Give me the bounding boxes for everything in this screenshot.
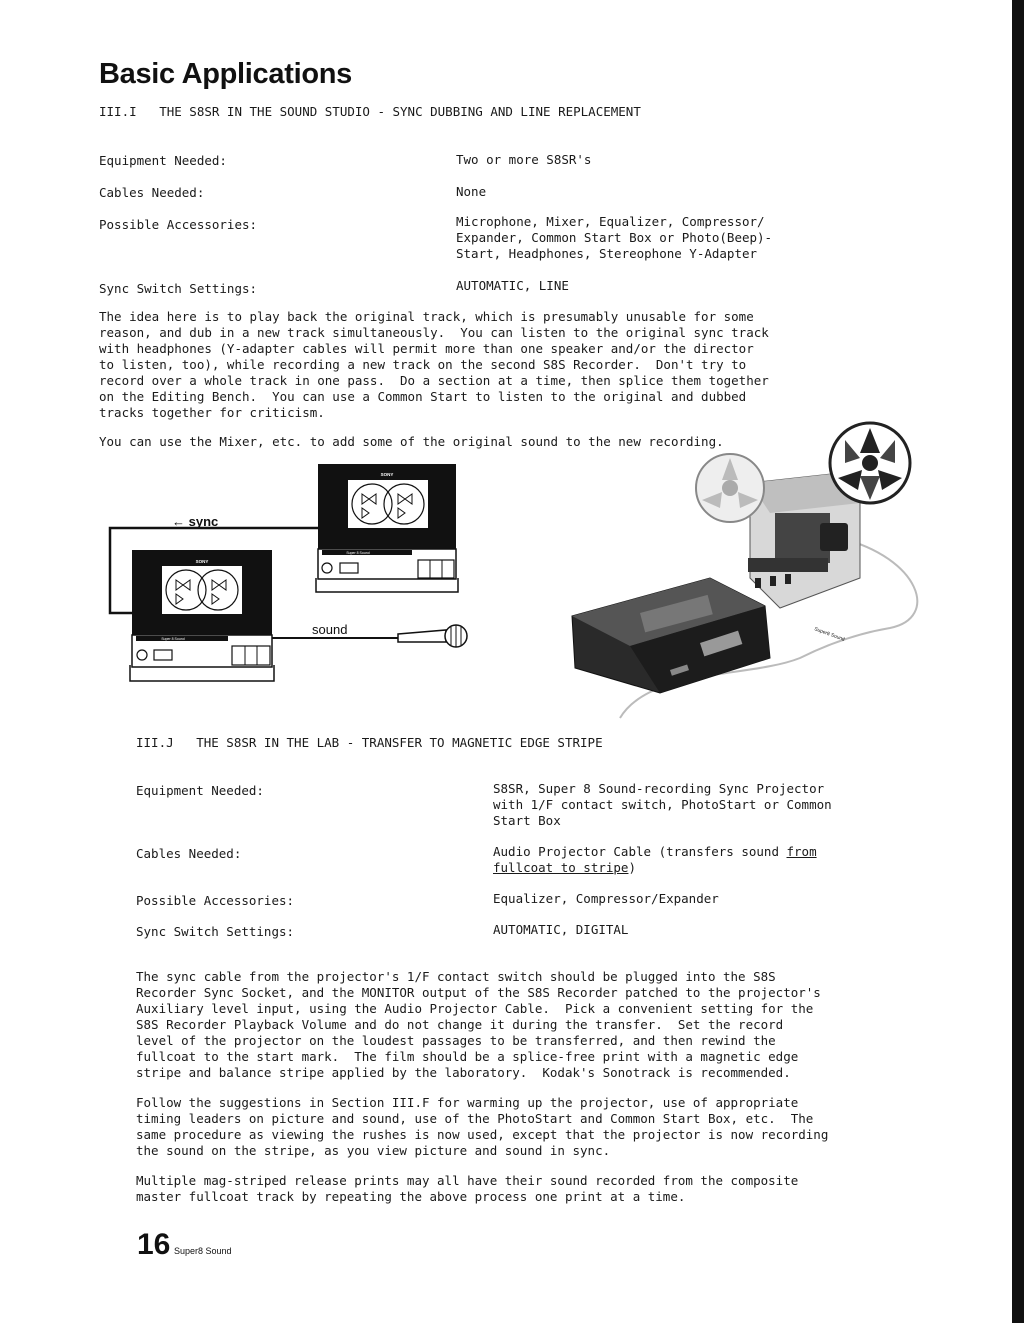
section-j-paragraph-2: Follow the suggestions in Section III.F for warming up the projector, use of appropriate timing leaders on picture and sound, use of the PhotoStart and Common Start Box, etc. The same procedure as viewing the rushes is now used, except that the projector is now recording the sound on the stripe, as you view picture and sound in sync. [136, 1095, 829, 1158]
sync-settings-label: Sync Switch Settings: [99, 281, 258, 296]
lab-equipment-label: Equipment Needed: [136, 783, 264, 798]
cables-value: None [456, 184, 487, 199]
lab-cables-underline-from: from [786, 844, 817, 859]
sync-label: ← sync [172, 514, 219, 529]
lab-sync-settings-value: AUTOMATIC, DIGITAL [493, 922, 629, 937]
lab-cables-value-text: Audio Projector Cable (transfers sound [493, 844, 787, 859]
film-reel-right-icon [830, 423, 910, 503]
section-j-paragraph-3: Multiple mag-striped release prints may all have their sound recorded from the composite master fullcoat track by repeating the above process one print at a time. [136, 1173, 799, 1204]
recorder-bottom-brand: SONY [195, 559, 209, 564]
recorder-top [316, 464, 458, 592]
lab-cables-label: Cables Needed: [136, 846, 242, 861]
footer-brand: Super8 Sound [174, 1246, 232, 1256]
lab-cables-underline-stripe: fullcoat to stripe [493, 860, 629, 875]
projector-recorder-photo [560, 418, 1000, 728]
sync-settings-value: AUTOMATIC, LINE [456, 278, 569, 293]
recorder-top-model: Super 8 Sound [346, 551, 370, 555]
lab-equipment-value: S8SR, Super 8 Sound-recording Sync Projector with 1/F contact switch, PhotoStart or Common Start Box [493, 781, 832, 828]
dubbing-diagram [100, 460, 500, 690]
recorder-bottom-model: Super 8 Sound [161, 637, 185, 641]
section-i-paragraph-1: The idea here is to play back the original track, which is presumably unusable for some reason, and dub in a new track simultaneously. You can listen to the original sync track with headphones (Y-adapter cables will permit more than one speaker and/or the director to listen, too), while recording a new track on the second S8S Recorder. Don't try to record over a whole track in one pass. Do a section at a time, then splice them together on the Editing Bench. You can use a Common Start to listen to the original and dubbed tracks together for criticism. [99, 309, 769, 420]
accessories-label: Possible Accessories: [99, 217, 258, 232]
accessories-value: Microphone, Mixer, Equalizer, Compressor/ Expander, Common Start Box or Photo(Beep)- Start, Headphones, Stereophone Y-Adapter [456, 214, 773, 261]
equipment-label: Equipment Needed: [99, 153, 227, 168]
lab-accessories-value: Equalizer, Compressor/Expander [493, 891, 719, 906]
lab-cables-value [493, 844, 817, 876]
equipment-value: Two or more S8SR's [456, 152, 592, 167]
cables-label: Cables Needed: [99, 185, 205, 200]
film-reel-left-icon [696, 454, 764, 522]
page-title: Basic Applications [99, 58, 352, 90]
page-edge [1012, 0, 1024, 1323]
section-j-paragraph-1: The sync cable from the projector's 1/F contact switch should be plugged into the S8S Recorder Sync Socket, and the MONITOR output of the S8S Recorder patched to the projector's Auxiliary level input, using the Audio Projector Cable. Pick a convenient setting for the S8S Recorder Playback Volume and do not change it during the transfer. Set the record level of the projector on the loudest passages to be transferred, and then rewind the fullcoat to the start mark. The film should be a splice-free print with a magnetic edge stripe and balance stripe applied by the laboratory. Kodak's Sonotrack is recommended. [136, 969, 821, 1080]
page-number: 16 [137, 1228, 171, 1261]
recorder-top-brand: SONY [380, 472, 394, 477]
lab-accessories-label: Possible Accessories: [136, 893, 295, 908]
lab-cables-close-paren: ) [628, 860, 636, 875]
lab-sync-settings-label: Sync Switch Settings: [136, 924, 295, 939]
section-i-paragraph-2: You can use the Mixer, etc. to add some of the original sound to the new recording. [99, 434, 724, 449]
section-i-heading: III.I THE S8SR IN THE SOUND STUDIO - SYNC DUBBING AND LINE REPLACEMENT [99, 104, 641, 119]
tape-recorder-photo [572, 578, 770, 693]
microphone-handle [398, 630, 446, 642]
section-j-heading: III.J THE S8SR IN THE LAB - TRANSFER TO MAGNETIC EDGE STRIPE [136, 735, 603, 750]
sound-label: sound [312, 622, 348, 637]
photo-label: Super8 Sound [813, 626, 846, 643]
recorder-bottom [130, 550, 274, 681]
